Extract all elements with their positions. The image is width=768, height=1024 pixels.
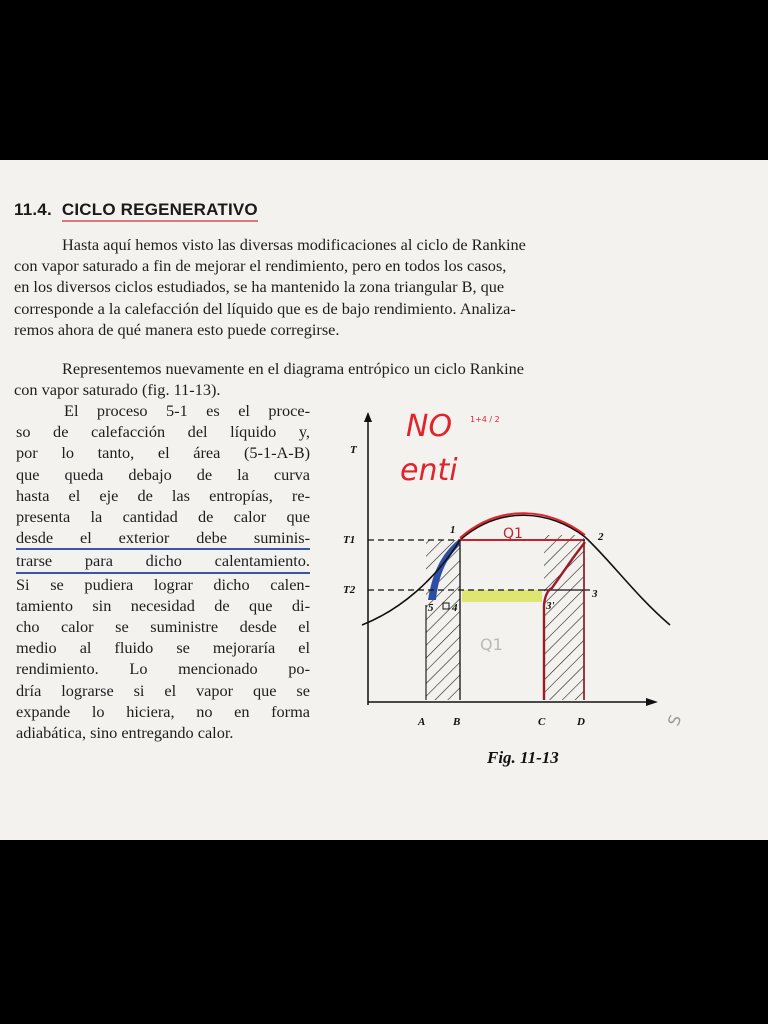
axis-label-s: S: [663, 712, 686, 729]
text-line: hasta el eje de las entropías, re-: [16, 485, 310, 505]
handwritten-q-out: Q1: [503, 526, 523, 542]
text-line: medio al fluido se mejoraría el: [16, 638, 310, 658]
entropy-label-a: A: [418, 716, 426, 728]
text-line: por lo tanto, el área (5-1-A-B): [16, 443, 310, 463]
axis-label-t: T: [350, 444, 357, 456]
paragraph-intro: [14, 234, 714, 340]
t-axis-arrow: [364, 412, 372, 422]
paragraph-process: [16, 400, 310, 743]
text-line: que queda debajo de la curva: [16, 464, 310, 484]
text-line: presenta la cantidad de calor que: [16, 507, 310, 527]
text-line: rendimiento. Lo mencionado po-: [16, 659, 310, 679]
point-label-2: 2: [598, 531, 604, 543]
text-line: so de calefacción del líquido y,: [16, 422, 310, 442]
hatched-area-expansion: [544, 535, 584, 700]
text-line: expande lo hiciera, no en forma: [16, 701, 310, 721]
text-line: en los diversos ciclos estudiados, se ha mantenido la zona triangular B, que: [14, 277, 505, 297]
entropy-label-b: B: [453, 716, 461, 728]
entropy-label-c: C: [538, 716, 546, 728]
entropy-label-d: D: [577, 716, 585, 728]
text-line: con vapor saturado (fig. 11-13).: [14, 380, 221, 400]
handwritten-no: NO: [406, 409, 453, 444]
text-line: tamiento sin necesidad de que di-: [16, 595, 310, 615]
handwritten-enti: enti: [400, 453, 458, 488]
point-label-4: 4: [452, 602, 458, 614]
axis-label-t2: T2: [343, 584, 356, 596]
text-line: Si se pudiera lograr dicho calen-: [16, 574, 310, 594]
yellow-highlight: [462, 590, 542, 602]
text-line-underlined: trarse para dicho calentamiento.: [16, 550, 310, 573]
section-number: 11.4.: [14, 200, 52, 219]
ts-diagram-svg: [340, 400, 740, 780]
text-line: con vapor saturado a fin de mejorar el rendimiento, pero en todos los casos,: [14, 256, 507, 276]
text-line: cho calor se suministre desde el: [16, 617, 310, 637]
text-line-underlined: desde el exterior debe suminis-: [16, 527, 310, 550]
handwritten-fraction: 1+4 / 2: [470, 415, 500, 424]
text-line: El proceso 5-1 es el proce-: [64, 401, 310, 420]
section-heading: [14, 200, 258, 220]
text-line: corresponde a la calefacción del líquido que es de bajo rendimiento. Analiza-: [14, 298, 516, 318]
text-line: adiabática, sino entregando calor.: [16, 723, 234, 743]
text-line: remos ahora de qué manera esto puede corregirse.: [14, 319, 340, 339]
point-label-1: 1: [450, 524, 456, 536]
point-label-3p: 3': [546, 600, 555, 612]
text-line: dría lograrse si el vapor que se: [16, 680, 310, 700]
handwritten-q-in: Q1: [480, 635, 503, 654]
point-label-5: 5: [428, 602, 434, 614]
point-label-3: 3: [592, 588, 598, 600]
scanned-page: [0, 160, 768, 840]
text-line: Hasta aquí hemos visto las diversas modificaciones al ciclo de Rankine: [62, 235, 526, 254]
figure-caption: Fig. 11-13: [487, 748, 559, 767]
ts-diagram: [340, 400, 740, 780]
s-axis-arrow: [646, 698, 658, 706]
axis-label-t1: T1: [343, 534, 356, 546]
section-title: CICLO REGENERATIVO: [62, 200, 258, 222]
text-line: Representemos nuevamente en el diagrama entrópico un ciclo Rankine: [62, 359, 525, 378]
paragraph-diagram: [14, 358, 714, 400]
